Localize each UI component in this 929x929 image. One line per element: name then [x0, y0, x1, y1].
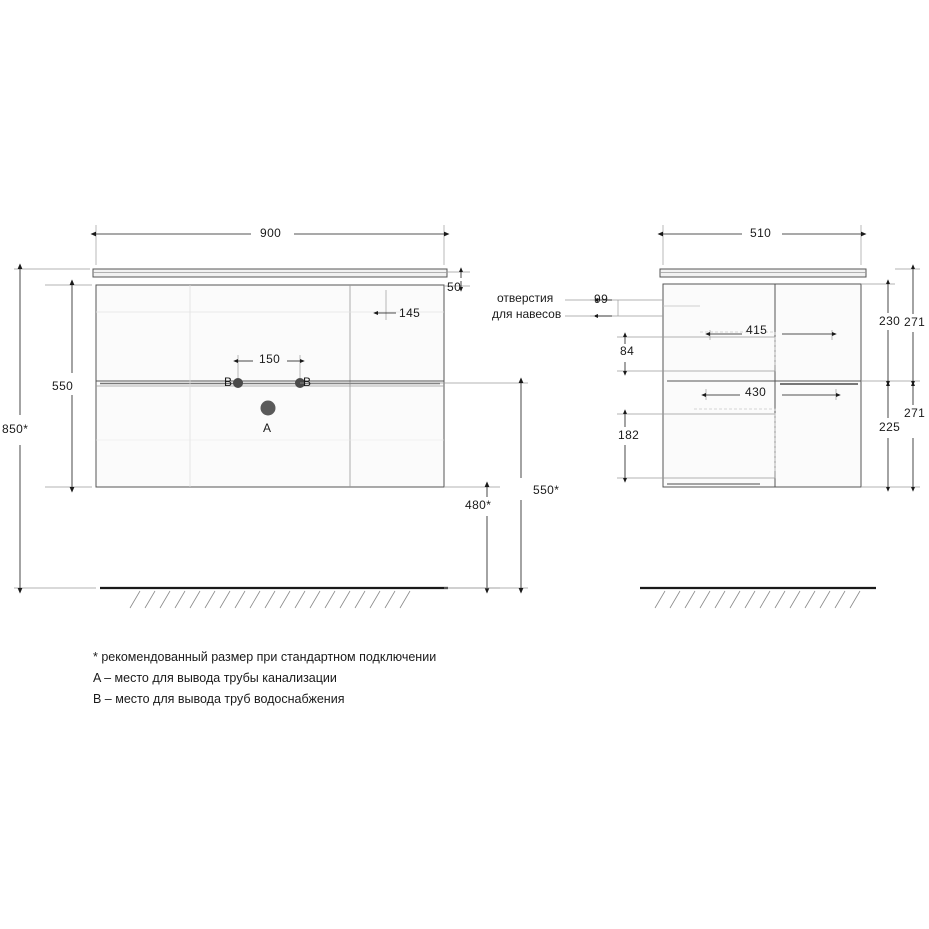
dim-side-lower-module: 271: [904, 406, 926, 420]
dim-front-body-height: 550: [52, 379, 74, 393]
dim-side-upper-module: 271: [904, 315, 926, 329]
note-marker-b: B – место для вывода труб водоснабжения: [93, 692, 345, 706]
dim-side-upper-height: 230: [879, 314, 901, 328]
dim-front-top-inner: 145: [399, 306, 421, 320]
dim-front-width: 900: [260, 226, 282, 240]
note-marker-a: A – место для вывода трубы канализации: [93, 671, 337, 685]
dim-side-depth: 510: [750, 226, 772, 240]
dim-front-pipe-spacing: 150: [259, 352, 281, 366]
note-recommended-size: * рекомендованный размер при стандартном подключении: [93, 650, 437, 664]
front-view-group: [93, 269, 448, 608]
dim-front-top-offset: 50: [447, 280, 462, 294]
marker-b-left: B: [224, 375, 233, 389]
dim-side-hang-hole: 99: [594, 292, 609, 306]
dim-side-upper-inner: 415: [746, 323, 768, 337]
dim-front-total-height: 850*: [2, 422, 29, 436]
marker-b-right: B: [303, 375, 312, 389]
dim-side-lower-offset: 182: [618, 428, 640, 442]
callout-hang-holes-line2: для навесов: [492, 307, 562, 321]
dim-side-lower-height: 225: [879, 420, 901, 434]
dim-side-upper-offset: 84: [620, 344, 635, 358]
dim-front-floor-to-body: 480*: [465, 498, 492, 512]
marker-a: A: [263, 421, 272, 435]
dim-front-floor-to-mid: 550*: [533, 483, 560, 497]
dim-side-lower-inner: 430: [745, 385, 767, 399]
side-view-group: [640, 269, 876, 608]
callout-hang-holes-line1: отверстия: [497, 291, 554, 305]
